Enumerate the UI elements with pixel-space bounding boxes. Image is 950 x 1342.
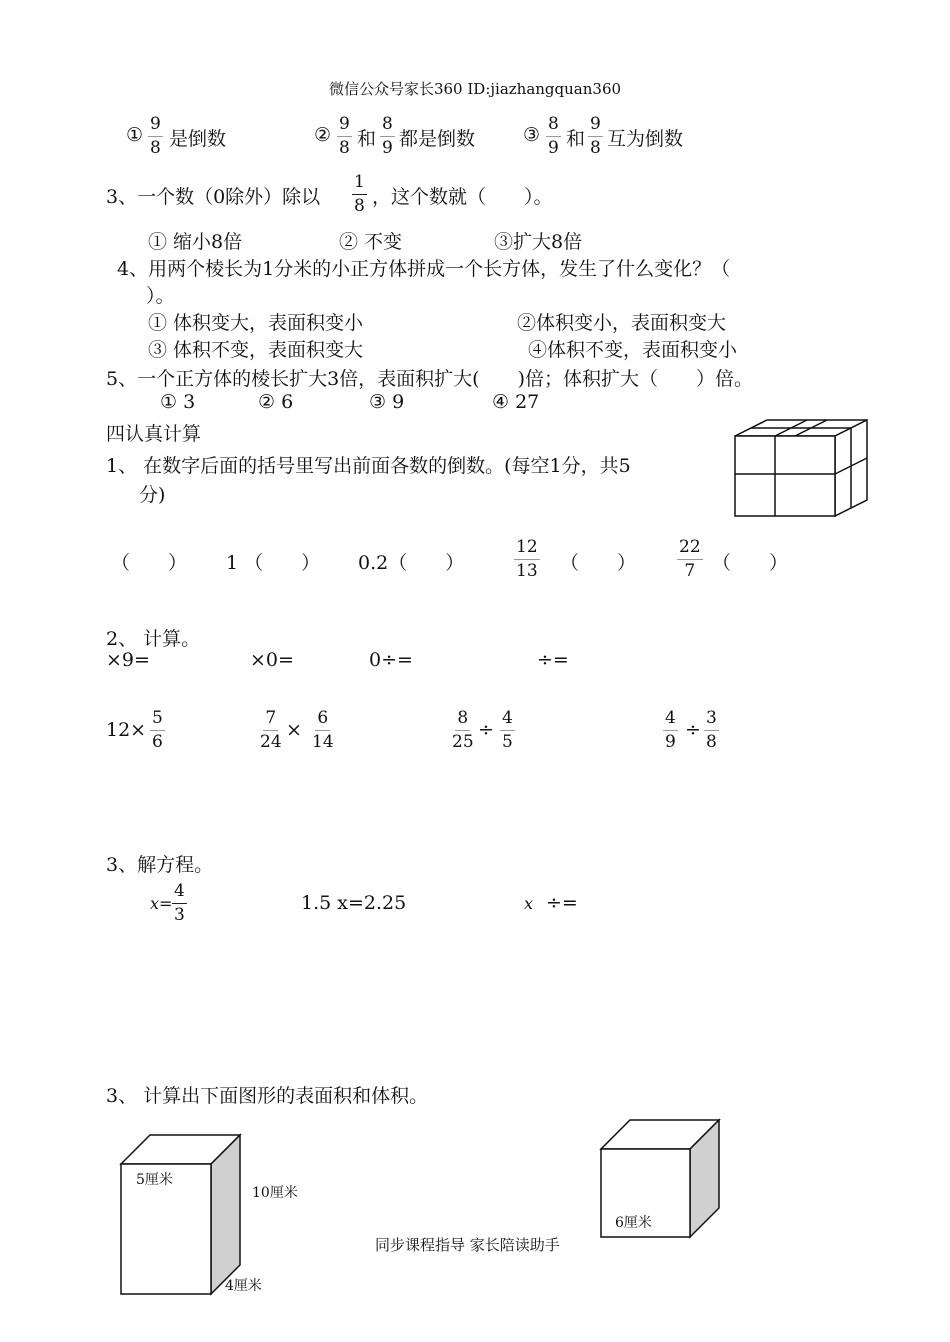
header-watermark: 微信公众号家长360 ID:jiazhangquan360 — [328, 80, 622, 98]
denominator: 24 — [260, 732, 282, 752]
fraction — [514, 539, 540, 580]
fraction — [148, 116, 163, 157]
equation-lhs: x= — [150, 894, 173, 913]
instruction-end: 分) — [139, 484, 166, 506]
equation-variable: x — [524, 894, 534, 913]
denominator: 9 — [665, 732, 676, 752]
operator: ÷ — [685, 719, 701, 741]
fraction — [380, 116, 395, 157]
fraction — [450, 710, 476, 751]
numerator: 8 — [546, 116, 561, 137]
answer-blank: （ ） — [560, 552, 637, 574]
denominator: 8 — [706, 732, 717, 752]
denominator: 9 — [548, 138, 559, 158]
numerator: 9 — [588, 116, 603, 137]
and-word: 和 — [357, 128, 377, 150]
denominator: 7 — [684, 561, 696, 581]
numerator: 9 — [337, 116, 352, 137]
part-title: 3、 计算出下面图形的表面积和体积。 — [106, 1085, 429, 1107]
denominator: 25 — [452, 732, 474, 752]
numerator: 8 — [380, 116, 395, 137]
cuboid-width-label: 5厘米 — [136, 1172, 173, 1188]
question-stem: 5、一个正方体的棱长扩大3倍，表面积扩大( )倍；体积扩大（ ）倍。 — [106, 368, 754, 390]
equation-2: 1.5 x=2.25 — [301, 892, 407, 914]
numerator: 7 — [263, 710, 278, 731]
expression: ×0= — [250, 649, 294, 671]
option-mark: ③ — [523, 124, 541, 146]
fraction — [258, 710, 284, 751]
expression: ×9= — [106, 649, 150, 671]
option-text: 都是倒数 — [399, 128, 476, 150]
operator: × — [286, 719, 302, 741]
option: ② 6 — [258, 391, 294, 413]
answer-blank: 0.2（ ） — [358, 552, 465, 574]
instruction: 1、 在数字后面的括号里写出前面各数的倒数。(每空1分，共5 — [106, 455, 631, 477]
answer-blank: （ ） — [111, 552, 188, 574]
option: ① 缩小8倍 — [148, 231, 243, 253]
expression-prefix: 12× — [106, 719, 147, 741]
option-text: 是倒数 — [169, 128, 227, 150]
cuboid-height-label: 10厘米 — [252, 1185, 298, 1201]
denominator: 8 — [590, 138, 601, 158]
numerator: 12 — [514, 539, 540, 560]
question-stem-end: ）。 — [146, 285, 175, 307]
section-title: 四认真计算 — [106, 423, 202, 445]
denominator: 6 — [152, 732, 163, 752]
expression: ÷= — [537, 649, 569, 671]
numerator: 5 — [150, 710, 165, 731]
numerator: 22 — [677, 539, 703, 560]
option: ③ 体积不变，表面积变大 — [148, 339, 364, 361]
numerator: 4 — [172, 883, 187, 904]
option-mark: ② — [314, 124, 332, 146]
fraction — [546, 116, 561, 157]
denominator: 13 — [516, 561, 538, 581]
numerator: 4 — [663, 710, 678, 731]
fraction — [704, 710, 719, 751]
denominator: 8 — [339, 138, 350, 158]
denominator: 5 — [502, 732, 513, 752]
option-text: 互为倒数 — [607, 128, 684, 150]
denominator: 8 — [150, 138, 161, 158]
part-title: 3、解方程。 — [106, 854, 214, 876]
fraction — [663, 710, 678, 751]
numerator: 4 — [500, 710, 515, 731]
numerator: 3 — [704, 710, 719, 731]
cube-front-face — [735, 436, 835, 516]
footer-text: 同步课程指导 家长陪读助手 — [375, 1236, 560, 1254]
operator: ÷ — [478, 719, 494, 741]
option: ① 体积变大，表面积变小 — [148, 312, 364, 334]
numerator: 8 — [455, 710, 470, 731]
stacked-cubes-figure — [735, 418, 871, 518]
question-stem: 4、用两个棱长为1分米的小正方体拼成一个长方体，发生了什么变化？（ — [117, 258, 731, 280]
option: ②体积变小，表面积变大 — [517, 312, 727, 334]
cuboid-side-face — [211, 1135, 240, 1294]
denominator: 3 — [174, 905, 185, 925]
denominator: 14 — [312, 732, 334, 752]
expression: 0÷= — [369, 649, 413, 671]
part-title: 2、 计算。 — [106, 628, 201, 650]
numerator: 6 — [315, 710, 330, 731]
question-stem-end: ，这个数就（ ）。 — [372, 186, 553, 208]
fraction — [172, 883, 187, 924]
option: ④体积不变，表面积变小 — [528, 339, 738, 361]
option: ① 3 — [160, 391, 196, 413]
fraction — [588, 116, 603, 157]
and-word: 和 — [566, 128, 586, 150]
answer-blank: 1 （ ） — [226, 552, 321, 574]
option: ④ 27 — [492, 391, 540, 413]
fraction — [352, 174, 367, 215]
option: ② 不变 — [339, 231, 403, 253]
numerator: 9 — [148, 116, 163, 137]
fraction — [150, 710, 165, 751]
numerator: 1 — [352, 174, 367, 195]
question-stem: 3、一个数（0除外）除以 — [106, 186, 321, 208]
cuboid-depth-label: 4厘米 — [225, 1278, 262, 1294]
denominator: 9 — [382, 138, 393, 158]
option: ③ 9 — [369, 391, 405, 413]
fraction — [500, 710, 515, 751]
answer-blank: （ ） — [712, 552, 789, 574]
cube-edge-label: 6厘米 — [615, 1215, 652, 1231]
fraction — [677, 539, 703, 580]
fraction — [337, 116, 352, 157]
option: ③扩大8倍 — [494, 231, 583, 253]
denominator: 8 — [354, 196, 365, 216]
cuboid-figure — [120, 1134, 242, 1296]
equation-rest: ÷= — [546, 892, 578, 914]
option-mark: ① — [126, 124, 144, 146]
fraction — [310, 710, 336, 751]
